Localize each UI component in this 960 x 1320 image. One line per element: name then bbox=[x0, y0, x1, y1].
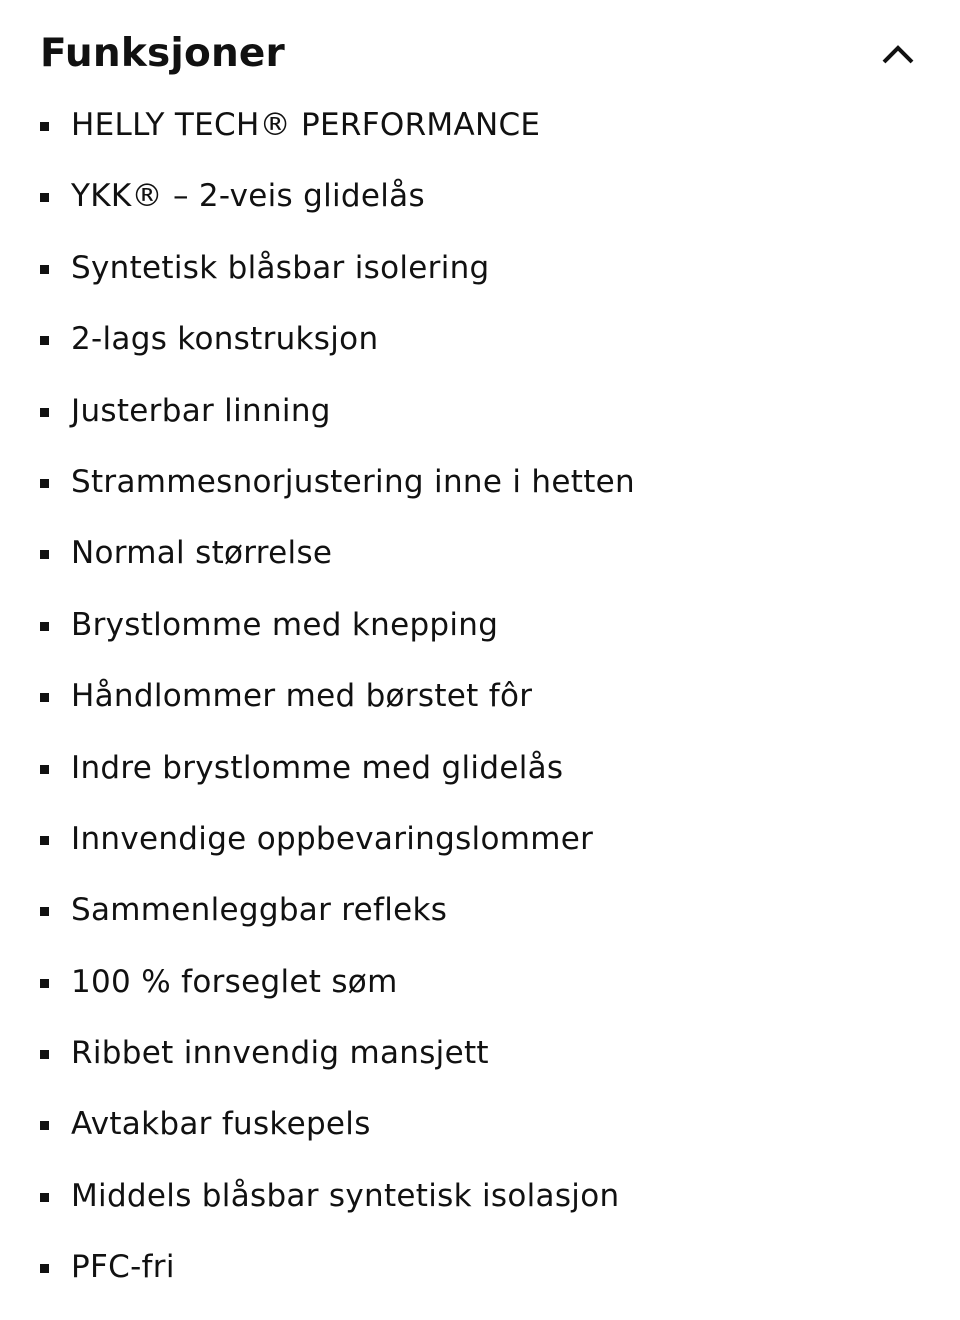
list-item bbox=[0, 947, 960, 1018]
list-item bbox=[0, 1161, 960, 1232]
bullet-square-icon bbox=[40, 1264, 49, 1273]
feature-label: 2-lags konstruksjon bbox=[71, 321, 379, 358]
list-item bbox=[0, 590, 960, 661]
feature-label: Justerbar linning bbox=[71, 392, 331, 429]
list-item bbox=[0, 1089, 960, 1160]
list-item bbox=[0, 875, 960, 946]
bullet-square-icon bbox=[40, 765, 49, 774]
bullet-square-icon bbox=[40, 265, 49, 274]
feature-label: Indre brystlomme med glidelås bbox=[71, 749, 564, 786]
list-item bbox=[0, 733, 960, 804]
feature-label: Syntetisk blåsbar isolering bbox=[71, 249, 490, 286]
bullet-square-icon bbox=[40, 836, 49, 845]
bullet-square-icon bbox=[40, 193, 49, 202]
list-item bbox=[0, 1232, 960, 1303]
bullet-square-icon bbox=[40, 1050, 49, 1059]
bullet-square-icon bbox=[40, 336, 49, 345]
feature-label: HELLY TECH® PERFORMANCE bbox=[71, 107, 541, 143]
feature-label: 100 % forseglet søm bbox=[71, 963, 398, 1000]
bullet-square-icon bbox=[40, 622, 49, 631]
bullet-square-icon bbox=[40, 1121, 49, 1130]
bullet-square-icon bbox=[40, 1193, 49, 1202]
list-item bbox=[0, 518, 960, 589]
feature-label: YKK® – 2-veis glidelås bbox=[71, 178, 425, 215]
feature-label: Brystlomme med knepping bbox=[71, 606, 499, 643]
list-item bbox=[0, 304, 960, 375]
bullet-square-icon bbox=[40, 693, 49, 702]
list-item bbox=[0, 661, 960, 732]
feature-label: Ribbet innvendig mansjett bbox=[71, 1035, 489, 1072]
feature-label: Avtakbar fuskepels bbox=[71, 1106, 371, 1143]
list-item bbox=[0, 447, 960, 518]
bullet-square-icon bbox=[40, 408, 49, 417]
bullet-square-icon bbox=[40, 122, 49, 131]
bullet-square-icon bbox=[40, 550, 49, 559]
list-item bbox=[0, 90, 960, 161]
feature-label: PFC-fri bbox=[71, 1249, 175, 1286]
feature-label: Håndlommer med børstet fôr bbox=[71, 678, 533, 715]
list-item bbox=[0, 233, 960, 304]
bullet-square-icon bbox=[40, 979, 49, 988]
feature-label: Strammesnorjustering inne i hetten bbox=[71, 463, 635, 500]
chevron-up-icon bbox=[878, 36, 918, 72]
features-header[interactable] bbox=[40, 24, 920, 84]
section-title: Funksjoner bbox=[40, 31, 285, 76]
feature-label: Sammenleggbar refleks bbox=[71, 892, 448, 929]
list-item bbox=[0, 1018, 960, 1089]
feature-label: Normal størrelse bbox=[71, 535, 333, 572]
bullet-square-icon bbox=[40, 907, 49, 916]
feature-list bbox=[0, 90, 960, 1304]
list-item bbox=[0, 161, 960, 232]
list-item bbox=[0, 804, 960, 875]
feature-label: Innvendige oppbevaringslommer bbox=[71, 820, 594, 857]
bullet-square-icon bbox=[40, 479, 49, 488]
collapse-toggle-button[interactable] bbox=[878, 36, 918, 72]
list-item bbox=[0, 376, 960, 447]
feature-label: Middels blåsbar syntetisk isolasjon bbox=[71, 1177, 620, 1214]
